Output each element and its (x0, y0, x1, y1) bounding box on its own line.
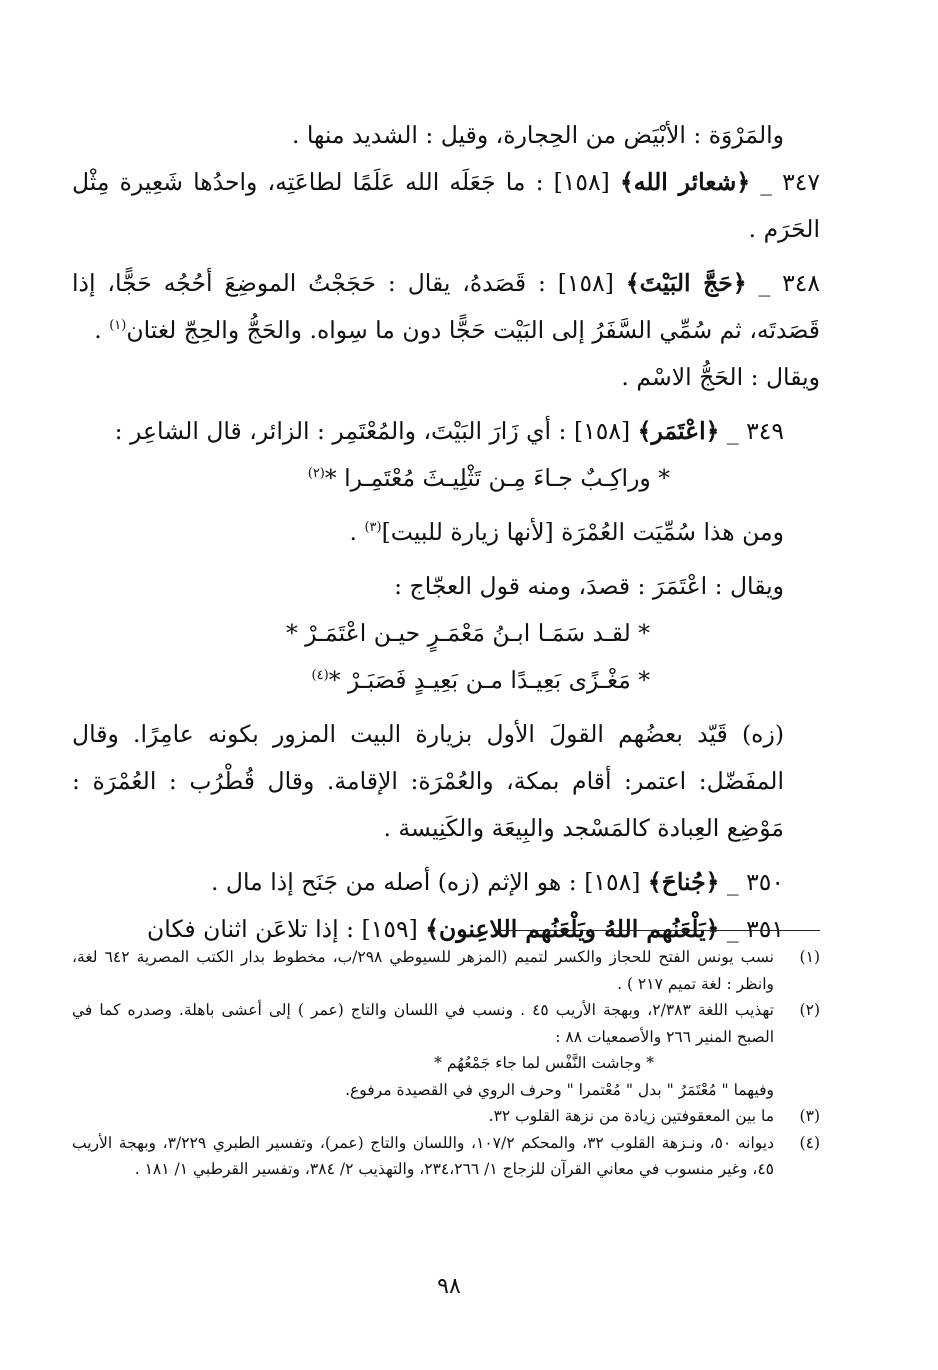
verse-ref: [١٥٨] (573, 417, 631, 445)
entry-number: ٣٥٠ _ (726, 868, 784, 896)
footnote-text: ما بين المعقوفتين زيادة من نزهة القلوب ٣٢. (488, 1107, 774, 1125)
footnote-text: تهذيب اللغة ٢/٣٨٣، وبهجة الأريب ٤٥ . ونسب في اللسان والتاج (عمر ) إلى أعشى باهلة. وصدره كما في الصبح المنير ٢٦٦ والأصمعيات ٨٨ : (72, 1001, 774, 1046)
spacer (72, 556, 820, 563)
entry-348-continued: ويقال : الحَجُّ الاسْم . (621, 363, 820, 391)
footnote-text-after: وفيهما " مُعْتَمَرُ " بدل " مُعْتمرا " وحرف الروي في القصيدة مرفوع. (345, 1080, 774, 1099)
entry-number: ٣٤٨ _ (758, 269, 820, 297)
verse-ref: [١٥٨] (553, 168, 610, 196)
footnotes (72, 944, 820, 1183)
footnote-separator (494, 930, 820, 931)
verse-text: * وراكِـبٌ جـاءَ مِـن تَثْلِيـثَ مُعْتَمِـرا * (324, 464, 670, 492)
entry-350 (72, 859, 820, 906)
spacer (72, 502, 820, 509)
verse-ref: [١٥٨] (584, 868, 641, 896)
poetry-verse-3 (72, 657, 820, 704)
verse-ref: [١٥٩] (361, 915, 418, 943)
paragraph-end: . (349, 518, 357, 546)
entry-number: ٣٤٩ _ (726, 417, 784, 445)
spacer (72, 401, 820, 408)
main-text (72, 112, 820, 953)
paragraph-ajjaj: ويقال : اعْتَمَرَ : قصدَ، ومنه قول العجّاج : (394, 572, 784, 600)
poetry-verse-2: * لقـد سَمَـا ابـنُ مَعْمَـرٍ حيـن اعْتَمَـرْ * (285, 619, 650, 647)
footnote-marker: (٢) (307, 466, 325, 482)
entry-number: ٣٤٧ _ (760, 168, 820, 196)
entry-end: . (94, 316, 102, 344)
quran-term: ﴿اعْتَمَر﴾ (637, 417, 720, 445)
paragraph-umra (72, 509, 820, 556)
spacer (72, 852, 820, 859)
spacer (72, 704, 820, 711)
footnote-2 (72, 997, 820, 1103)
entry-text: : قَصَدهُ، يقال : حَجَجْتُ الموضِعَ أحُجُه حَجًّا، إذا قَصَدتَه، ثم سُمِّي السَّفَرُ إلى البَيْت حَجًّا دون ما سِواه. والحَجُّ والحِجّ لغتان (72, 269, 820, 344)
entry-text: : ما جَعَلَه الله عَلَمًا لطاعَتِه، واحدُها شَعِيرة مِثْل الحَرَم . (72, 168, 820, 243)
quran-term: ﴿حَجَّ البَيْتَ﴾ (625, 269, 747, 297)
entry-348 (72, 260, 820, 354)
footnote-number: (٤) (799, 1133, 820, 1152)
poetry-verse-1 (72, 455, 820, 502)
footnote-3 (72, 1103, 820, 1130)
entry-349 (72, 408, 820, 455)
entry-text: : إذا تلاعَن اثنان فكان (147, 915, 355, 943)
quran-term: ﴿جُناحَ﴾ (647, 868, 720, 896)
footnote-body (72, 997, 774, 1103)
quran-term: ﴿شعائر الله﴾ (619, 168, 751, 196)
paragraph-text: ومن هذا سُمِّيَت العُمْرَة [لأنها زيارة للبيت] (381, 518, 784, 546)
entry-347 (72, 159, 820, 253)
page-number: ٩٨ (437, 1274, 461, 1299)
spacer (72, 253, 820, 260)
quran-term: ﴿يَلْعَنُهم اللهُ ويَلْعَنُهم اللاعِنون﴾ (425, 915, 720, 943)
footnote-marker: (٣) (364, 520, 382, 536)
footnote-1 (72, 944, 820, 997)
verse-text: * مَغْـزًى بَعِيـدًا مـن بَعِيـدٍ فَصَبَـرْ * (328, 666, 650, 694)
paragraph-zh: (زه) قَيّد بعضُهم القولَ الأول بزيارة البيت المزور بكونه عامِرًا. وقال المفَضّل: اعتمر: أقام بمكة، والعُمْرَة: الإقامة. وقال قُطْرُب : العُمْرَة : مَوْضِع العِبادة كالمَسْجد والبِيعَة والكَنِيسة . (72, 720, 784, 842)
footnote-verse: * وجاشت النَّفْس لما جاء جَمْعُهُم * (434, 1054, 654, 1072)
entry-number: ٣٥١ _ (726, 915, 784, 943)
footnote-number: (٢) (799, 1001, 820, 1019)
entry-text: : هو الإثم (زه) أصله من جَنَح إذا مال . (210, 868, 577, 896)
footnote-text: نسب يونس الفتح للحجاز والكسر لتميم (المزهر للسيوطي ٢٩٨/ب، مخطوط بدار الكتب المصرية ٦٤٢ لغة، وانظر : لغة تميم ٢١٧ ) . (72, 948, 774, 993)
footnote-text: ديوانه ٥٠، ونـزهة القلوب ٣٢، والمحكم ١٠٧/٢، واللسان والتاج (عمر)، وتفسير الطبري ٣/٢٢٩، وبهجة الأريب ٤٥، وغير منسوب في معاني القرآن للزجاج ١/ ٢٣٤،٢٦٦، والتهذيب ٢/ ٣٨٤، وتفسير القرطبي ١/ ١٨١ . (72, 1133, 774, 1178)
footnote-marker: (٤) (311, 668, 329, 684)
footnote-number: (١) (799, 948, 820, 966)
footnote-4 (72, 1130, 820, 1183)
paragraph-marwa: والمَرْوَة : الأبْيَض من الحِجارة، وقيل : الشديد منها . (291, 121, 784, 149)
footnote-number: (٣) (799, 1107, 820, 1125)
entry-text: : أي زَارَ البَيْتَ، والمُعْتَمِر : الزائر، قال الشاعِر : (114, 417, 567, 445)
verse-ref: [١٥٨] (557, 269, 614, 297)
footnote-marker: (١) (109, 318, 127, 334)
